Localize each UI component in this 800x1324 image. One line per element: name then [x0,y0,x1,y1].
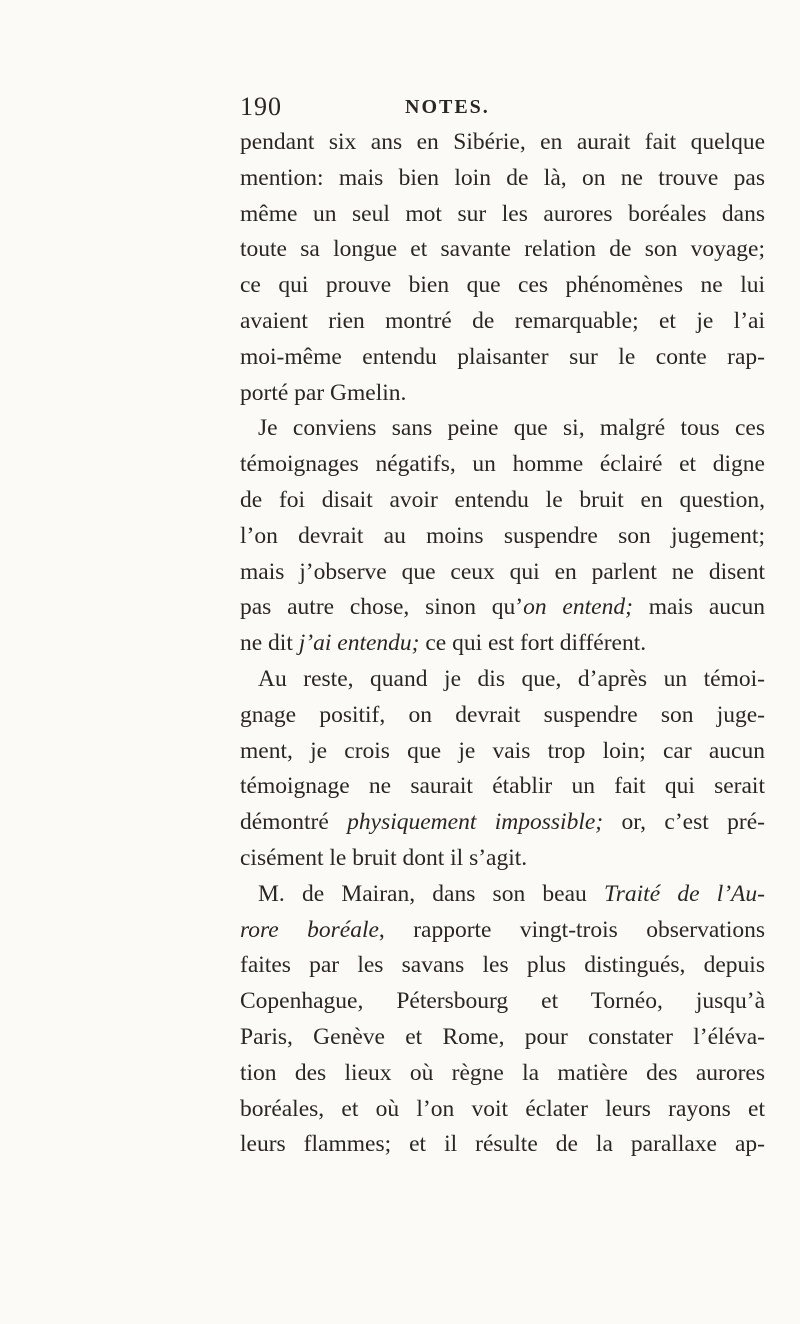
text-line [240,376,765,412]
text-line [240,447,765,483]
text-run: mention: mais bien loin de là, on ne trouve pas [240,164,765,191]
text-run: l’on devrait au moins suspendre son jugement; [240,522,765,549]
running-head: NOTES. [405,96,490,118]
text-run: tion des lieux où règne la matière des aurores [240,1059,765,1086]
text-run: de foi disait avoir entendu le bruit en question, [240,486,765,513]
text-line [240,232,765,268]
text-line [240,555,765,591]
text-run: ce qui prouve bien que ces phénomènes ne lui [240,272,765,299]
text-run: Au reste, quand je dis que, d’après un témoi- [258,665,765,692]
italic-text: on entend; [523,594,633,621]
text-line [240,161,765,197]
text-run: Je conviens sans peine que si, malgré tous ces [258,415,765,442]
text-run: leurs flammes; et il résulte de la parallaxe ap- [240,1131,765,1158]
text-run: témoignages négatifs, un homme éclairé et digne [240,451,765,478]
italic-text: rore boréale [240,916,379,943]
text-line [240,913,765,949]
text-run: faites par les savans les plus distingués, depuis [240,952,765,979]
text-line [240,948,765,984]
text-run: Copenhague, Pétersbourg et Tornéo, jusqu’à [240,988,765,1015]
text-line [240,805,765,841]
italic-text: physiquement impossible; [347,809,604,836]
text-line [240,984,765,1020]
text-line [240,340,765,376]
body-text [240,125,765,1163]
text-run: pas autre chose, sinon qu’ [240,594,524,621]
text-line [240,125,765,161]
text-line [240,590,765,626]
text-run: gnage positif, on devrait suspendre son juge- [240,701,765,728]
text-run: M. de Mairan, dans son beau [258,880,604,907]
text-line [240,197,765,233]
text-run: moi-même entendu plaisanter sur le conte rap- [240,343,765,370]
page-header [240,92,760,122]
text-run: ment, je crois que je vais trop loin; car aucun [240,737,765,764]
text-run: avaient rien montré de remarquable; et je l’ai [240,307,765,334]
text-run: mais j’observe que ceux qui en parlent ne disent [240,558,765,585]
text-run: même un seul mot sur les aurores boréales dans [240,200,765,227]
text-line [240,698,765,734]
text-line [240,877,765,913]
text-line [240,662,765,698]
text-line [240,411,765,447]
text-line [240,841,765,877]
text-run: pendant six ans en Sibérie, en aurait fait quelque [240,129,765,155]
text-run: porté par Gmelin. [240,379,407,406]
text-line [240,519,765,555]
text-line [240,268,765,304]
text-line [240,769,765,805]
text-run: , rapporte vingt-trois observations [378,916,765,943]
text-line [240,1092,765,1128]
text-line [240,1056,765,1092]
text-run: ne dit [240,630,299,657]
text-run: Paris, Genève et Rome, pour constater l’éléva- [240,1023,765,1050]
text-run: témoignage ne saurait établir un fait qui serait [240,773,765,800]
text-line [240,304,765,340]
text-line [240,626,765,662]
text-run: or, c’est pré- [603,809,765,836]
text-run: cisément le bruit dont il s’agit. [240,844,528,871]
italic-text: j’ai entendu; [298,630,420,657]
text-line [240,1127,765,1163]
text-line [240,734,765,770]
text-run: mais aucun [632,594,765,621]
text-run: toute sa longue et savante relation de son voyage; [240,236,765,263]
text-line [240,483,765,519]
page-number: 190 [240,92,282,121]
italic-text: Traité de l’Au- [603,880,765,907]
text-run: démontré [240,809,348,836]
text-run: boréales, et où l’on voit éclater leurs rayons et [240,1095,765,1122]
text-line [240,1020,765,1056]
text-run: ce qui est fort différent. [419,630,647,657]
